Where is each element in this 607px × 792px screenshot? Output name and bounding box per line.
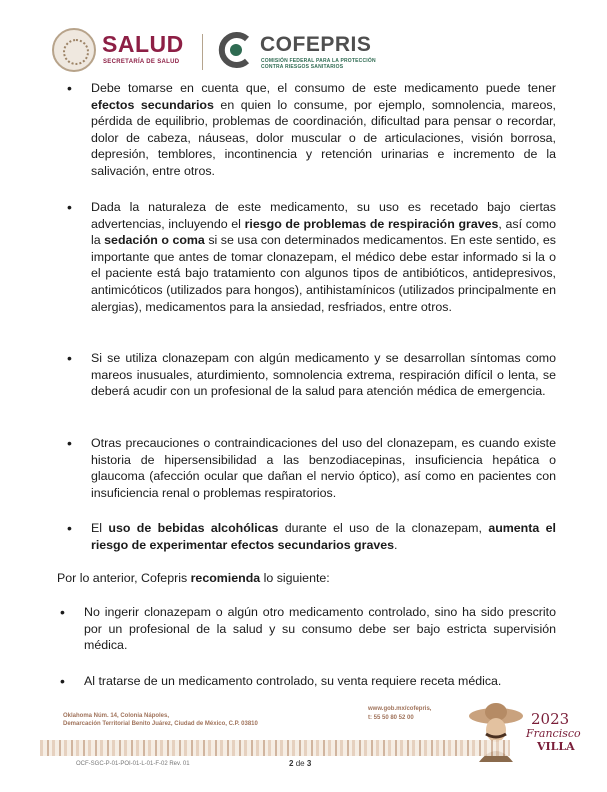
bullet-text: si se usa con determinados medicamentos. En este sentido, es importante que antes de tomar clonazepam, el médico debe estar informado si la o el paciente está bajo tratamiento con algunos tipos de antibióticos, antidepresivos, antimicóticos (utilizados para hongos), antihistamínicos (utilizados principalmente en alergias), medicamentos para la ansiedad, resfriados, entre otros. — [91, 233, 556, 314]
mexico-seal-icon — [52, 28, 96, 72]
page-header — [52, 26, 572, 78]
cofepris-subtitle-line-2: CONTRA RIESGOS SANITARIOS — [261, 64, 344, 70]
recommendation-receipt — [84, 673, 556, 690]
footer-phone: t: 55 50 80 52 00 — [368, 715, 414, 721]
footer-web-link[interactable]: www.gob.mx/cofepris, — [368, 706, 432, 712]
bullet-side-effects — [91, 80, 556, 180]
footer-contact — [368, 705, 431, 723]
page-total: 3 — [306, 759, 312, 768]
bullet-alcohol — [91, 520, 556, 553]
document-code: OCF-SGC-P-01-POI-01-L-01-F-02 Rev. 01 — [76, 761, 190, 767]
salud-logo: SALUD — [102, 31, 184, 57]
cofepris-subtitle — [261, 58, 376, 70]
bullet-text: El — [91, 521, 109, 535]
page-of: de — [295, 759, 305, 768]
bullet-text: Dada la naturaleza de este medicamento, su uso es recetado bajo ciertas advertencias, incluyendo el — [91, 200, 556, 231]
address-line-1: Oklahoma Núm. 14, Colonia Nápoles, — [63, 713, 170, 719]
header-divider — [202, 34, 203, 70]
bullet-warnings — [91, 199, 556, 315]
footer-address — [63, 712, 258, 728]
intro-bold-text: recomienda — [190, 571, 261, 585]
bullet-text: durante el uso de la clonazepam, — [278, 521, 489, 535]
bullet-text: Otras precauciones o contraindicaciones del uso del clonazepam, es cuando existe historia de hipersensibilidad a las benzodiacepinas, insuficiencia hepática o glaucoma (afección ocular que dañan el nervio óptico), así como en pacientes con insuficiencia renal o problemas respiratorios. — [91, 436, 556, 500]
bullet-text: en quien lo consume, por ejemplo, somnolencia, mareos, pérdida de equilibrio, problemas de coordinación, dificultad para pensar o recordar, dolor de cabeza, náuseas, dolor muscular o de articulaciones, visión borrosa, depresión, temblores, incontinencia y retención urinarias e incremento de la salivación, entre otros. — [91, 97, 556, 178]
bullet-bold-text: sedación o coma — [104, 233, 205, 248]
bullet-bold-text: efectos secundarios — [91, 97, 214, 112]
cofepris-subtitle-line-1: COMISIÓN FEDERAL PARA LA PROTECCIÓN — [261, 58, 376, 64]
bullet-contraindications — [91, 435, 556, 501]
page-number — [289, 759, 311, 768]
recommendation-text: Al tratarse de un medicamento controlado, su venta requiere receta médica. — [84, 674, 502, 688]
bullet-bold-text: aumenta el riesgo de experimentar efectos secundarios graves — [91, 521, 556, 552]
salud-subtitle: SECRETARÍA DE SALUD — [103, 59, 180, 65]
bullet-text: . — [394, 537, 398, 552]
recommendation-text: No ingerir clonazepam o algún otro medicamento controlado, sino ha sido prescrito por un profesional de la salud y su consumo debe ser bajo estricta supervisión médica. — [84, 605, 556, 653]
cofepris-logo: COFEPRIS — [260, 33, 372, 56]
intro-text: lo siguiente: — [260, 571, 330, 585]
bullet-bold-text: riesgo de problemas de respiración graves — [244, 216, 499, 231]
bullet-emergency — [91, 350, 556, 400]
bullet-text: Debe tomarse en cuenta que, el consumo de este medicamento puede tener — [91, 81, 556, 95]
bullet-text: Si se utiliza clonazepam con algún medicamento y se desarrollan síntomas como mareos inusuales, aturdimiento, somnolencia extrema, respiración difícil o lenta, se deberá acudir con un profesional de la salud para atención médica de emergencia. — [91, 351, 556, 399]
anniversary-villa: VILLA — [537, 740, 575, 753]
address-line-2: Demarcación Territorial Benito Juárez, Ciudad de México, C.P. 03810 — [63, 721, 258, 727]
page-current: 2 — [289, 759, 294, 768]
recommendation-prescription — [84, 604, 556, 654]
bullet-bold-text: uso de bebidas alcohólicas — [108, 521, 279, 535]
decorative-band — [40, 740, 510, 756]
intro-text: Por lo anterior, Cofepris — [57, 571, 191, 585]
anniversary-year: 2023 — [531, 710, 570, 728]
anniversary-francisco: Francisco — [526, 727, 581, 740]
recommendation-intro — [57, 570, 557, 587]
cofepris-logo-icon — [215, 29, 255, 71]
bullet-text: , así como la — [91, 216, 556, 248]
